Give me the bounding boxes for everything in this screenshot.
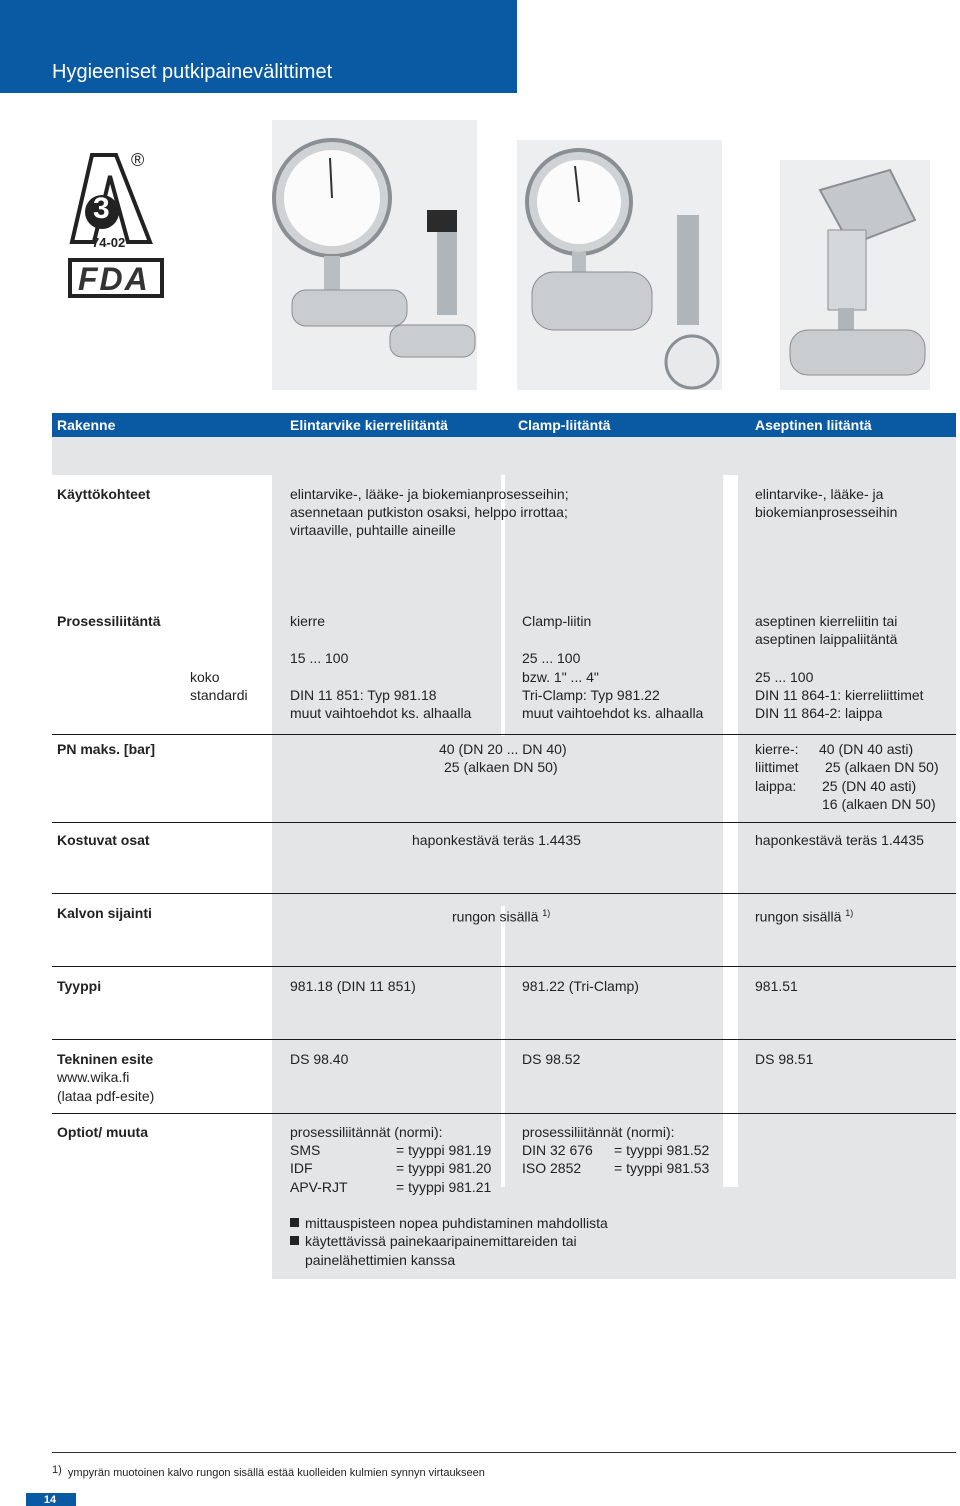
kalvon-right-sup: 1) <box>845 908 854 918</box>
kaytto-right-2: biokemianprosesseihin <box>755 504 898 520</box>
registered-mark: ® <box>131 150 145 170</box>
label-optiot: Optiot/ muuta <box>57 1124 148 1140</box>
tekninen-url[interactable]: www.wika.fi <box>57 1069 130 1085</box>
footnote <box>52 1463 485 1480</box>
optiot-c1-v1: = tyyppi 981.19 <box>396 1142 492 1158</box>
product-photo-clamp <box>517 140 722 390</box>
optiot-c1-k3: APV-RJT <box>290 1179 348 1195</box>
pn-right-k2: liittimet <box>755 759 799 775</box>
optiot-c2-k2: ISO 2852 <box>522 1160 582 1176</box>
tyyppi-c2: 981.22 (Tri-Clamp) <box>522 978 639 994</box>
product-photo-thread <box>272 120 477 390</box>
proc-c2-size2: bzw. 1" ... 4" <box>522 669 599 685</box>
kalvon-mid <box>452 904 550 926</box>
proc-c1-type: kierre <box>290 613 326 629</box>
label-kayttokohteet: Käyttökohteet <box>57 486 151 502</box>
proc-c3-std2: DIN 11 864-2: laippa <box>755 705 883 721</box>
divider-pn <box>52 734 956 735</box>
optiot-c1-k1: SMS <box>290 1142 321 1158</box>
pn-mid-1: 40 (DN 20 ... DN 40) <box>439 741 567 757</box>
label-tyyppi: Tyyppi <box>57 978 102 994</box>
optiot-c2-head: prosessiliitännät (normi): <box>522 1124 675 1140</box>
pn-right-v1: 40 (DN 40 asti) <box>819 741 914 757</box>
tekninen-c3: DS 98.51 <box>755 1051 814 1067</box>
label-prosessiliitanta: Prosessiliitäntä <box>57 613 161 629</box>
proc-c1-more: muut vaihtoehdot ks. alhaalla <box>290 705 472 721</box>
header-col1: Elintarvike kierreliitäntä <box>290 417 448 433</box>
bullet-1 <box>290 1214 608 1232</box>
proc-c2-size: 25 ... 100 <box>522 650 581 666</box>
divider-tyyppi <box>52 966 956 967</box>
fda-logo <box>68 258 164 298</box>
kalvon-right <box>755 904 853 926</box>
footnote-rule <box>52 1452 956 1453</box>
tekninen-c2: DS 98.52 <box>522 1051 581 1067</box>
kalvon-mid-sup: 1) <box>542 908 551 918</box>
label-kostuvat: Kostuvat osat <box>57 832 150 848</box>
pn-right-k3: laippa: <box>755 778 797 794</box>
kaytto-right-1: elintarvike-, lääke- ja <box>755 486 884 502</box>
footnote-mark: 1) <box>52 1464 62 1476</box>
bullet-2-text: käytettävissä painekaaripainemittareiden tai <box>305 1233 577 1249</box>
label-kalvon: Kalvon sijainti <box>57 905 152 921</box>
proc-c2-more: muut vaihtoehdot ks. alhaalla <box>522 705 704 721</box>
optiot-c1-k2: IDF <box>290 1160 313 1176</box>
tyyppi-c1: 981.18 (DIN 11 851) <box>290 978 416 994</box>
pn-right-v4: 16 (alkaen DN 50) <box>822 796 936 812</box>
tekninen-note: (lataa pdf-esite) <box>57 1088 155 1104</box>
header-rakenne: Rakenne <box>57 417 116 433</box>
divider-tekninen <box>52 1039 956 1040</box>
square-bullet-icon <box>290 1236 299 1245</box>
optiot-c1-v3: = tyyppi 981.21 <box>396 1179 492 1195</box>
optiot-c2-v1: = tyyppi 981.52 <box>614 1142 710 1158</box>
kaytto-left-1: elintarvike-, lääke- ja biokemianprosesseihin; <box>290 486 569 502</box>
label-koko: koko <box>190 669 220 685</box>
kalvon-mid-text: rungon sisällä <box>452 908 539 925</box>
square-bullet-icon <box>290 1218 299 1227</box>
page-number: 14 <box>43 1494 57 1506</box>
divider-kostuvat <box>52 822 956 823</box>
proc-c1-size: 15 ... 100 <box>290 650 349 666</box>
proc-c3-type1: aseptinen kierreliitin tai <box>755 613 898 629</box>
tekninen-c1: DS 98.40 <box>290 1051 349 1067</box>
kostuvat-right: haponkestävä teräs 1.4435 <box>755 832 924 848</box>
optiot-c1-v2: = tyyppi 981.20 <box>396 1160 492 1176</box>
proc-c2-type: Clamp-liitin <box>522 613 592 629</box>
proc-c3-type2: aseptinen laippaliitäntä <box>755 631 898 647</box>
kalvon-right-text: rungon sisällä <box>755 908 842 925</box>
fda-text: FDA <box>78 261 150 297</box>
a3-code: 74-02 <box>92 235 126 250</box>
page-title: Hygieeniset putkipainevälittimet <box>52 61 333 83</box>
header-band <box>52 437 956 475</box>
pn-right-v2: 25 (alkaen DN 50) <box>825 759 939 775</box>
kaytto-left-3: virtaaville, puhtaille aineille <box>290 522 456 538</box>
pn-right-k1: kierre-: <box>755 741 799 757</box>
optiot-c1-head: prosessiliitännät (normi): <box>290 1124 443 1140</box>
label-standardi: standardi <box>190 687 248 703</box>
bullet-2-cont: painelähettimien kanssa <box>305 1252 456 1268</box>
header-col3: Aseptinen liitäntä <box>755 417 872 433</box>
product-photo-aseptic <box>780 160 930 390</box>
divider-optiot <box>52 1113 956 1114</box>
header-col2: Clamp-liitäntä <box>518 417 611 433</box>
pn-mid-2: 25 (alkaen DN 50) <box>444 759 558 775</box>
pn-right-v3: 25 (DN 40 asti) <box>822 778 917 794</box>
label-pn: PN maks. [bar] <box>57 741 156 757</box>
label-tekninen: Tekninen esite <box>57 1051 154 1067</box>
kostuvat-mid: haponkestävä teräs 1.4435 <box>412 832 581 848</box>
bullet-1-text: mittauspisteen nopea puhdistaminen mahdollista <box>305 1215 608 1231</box>
footnote-text: ympyrän muotoinen kalvo rungon sisällä estää kuolleiden kulmien synnyn virtaukseen <box>67 1467 485 1479</box>
proc-c2-std: Tri-Clamp: Typ 981.22 <box>522 687 660 703</box>
kaytto-left-2: asennetaan putkiston osaksi, helppo irrottaa; <box>290 504 568 520</box>
tyyppi-c3: 981.51 <box>755 978 798 994</box>
optiot-c2-v2: = tyyppi 981.53 <box>614 1160 710 1176</box>
bullet-2 <box>290 1232 577 1250</box>
divider-kalvon <box>52 893 956 894</box>
optiot-c2-k1: DIN 32 676 <box>522 1142 593 1158</box>
proc-c3-std1: DIN 11 864-1: kierreliittimet <box>755 687 924 703</box>
proc-c3-size: 25 ... 100 <box>755 669 814 685</box>
proc-c1-std: DIN 11 851: Typ 981.18 <box>290 687 437 703</box>
a3-number: 3 <box>93 192 110 225</box>
